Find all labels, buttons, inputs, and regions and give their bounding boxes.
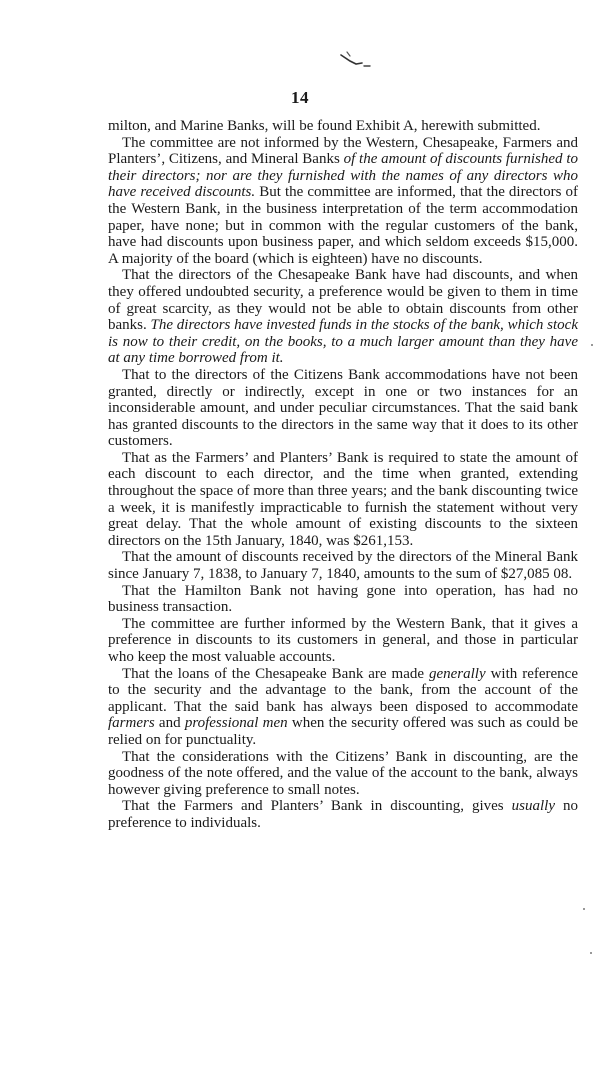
check-mark-icon bbox=[338, 48, 372, 68]
italic-text: usually bbox=[511, 798, 555, 815]
italic-text: generally bbox=[428, 665, 486, 682]
paragraph bbox=[108, 583, 578, 616]
paragraph bbox=[108, 267, 578, 367]
italic-text: farmers bbox=[108, 715, 155, 732]
paragraph bbox=[108, 749, 578, 799]
paragraph bbox=[108, 798, 578, 831]
text-run: That the amount of discounts received by the directors of the Mineral Bank since January 7, 1838, to January 7, 1840, amounts to the sum of $27,085 08. bbox=[108, 549, 578, 583]
italic-text: The directors have invested funds in the stocks of the bank, which stock is now to their credit, on the books, to a much larger amount than they have at any time borrowed from it. bbox=[108, 317, 578, 367]
text-run: with reference to the security and the advantage to the bank, from the account of the applicant. That the said bank has always been disposed to accommodate bbox=[108, 665, 578, 715]
text-run: That the Farmers and Planters’ Bank in discounting, gives bbox=[122, 798, 512, 815]
italic-text: professional men bbox=[184, 715, 288, 732]
text-run: That the considerations with the Citizens’ Bank in discounting, are the goodness of the note offered, and the value of the account to the bank, always however giving preference to small notes. bbox=[108, 748, 578, 798]
paragraph-continued bbox=[108, 118, 578, 135]
paragraph bbox=[108, 135, 578, 268]
text-run: But the committee are informed, that the directors of the Western Bank, in the business interpretation of the term accommodation paper, have none; but in common with the regular customers of the bank, have had discounts upon business paper, and which seldom exceeds $15,000. A majority of the board (which is eighteen) have no discounts. bbox=[108, 184, 578, 267]
page-number: 14 bbox=[291, 88, 309, 107]
text-run: That as the Farmers’ and Planters’ Bank is required to state the amount of each discount to each director, and the time when granted, extending throughout the space of more than three years; and the bank discounting twice a week, it is manifestly impracticable to furnish the statement without very great delay. That the whole amount of existing discounts to the sixteen directors on the 15th January, 1840, was $261,153. bbox=[108, 449, 578, 549]
paragraph bbox=[108, 367, 578, 450]
text-run: That the directors of the Chesapeake Bank have had discounts, and when they offered undoubted security, a preference would be given to them in time of great scarcity, as they would not be able to obtain discounts from other banks. bbox=[108, 267, 578, 334]
text-run: The committee are not informed by the Western, Chesapeake, Farmers and Planters’, Citizens, and Mineral Banks bbox=[108, 134, 578, 168]
text-run: and bbox=[154, 715, 185, 732]
italic-text: of the amount of discounts furnished to their directors; nor are they furnished with the names of any directors who have received discounts. bbox=[108, 151, 578, 201]
paragraph bbox=[108, 616, 578, 666]
text-run: no preference to individuals. bbox=[108, 798, 579, 831]
text-run: The committee are further informed by the Western Bank, that it gives a preference in discounts to its customers in general, and those in particular who keep the most valuable accounts. bbox=[108, 615, 578, 665]
paper-speck bbox=[583, 908, 585, 910]
paragraph bbox=[108, 666, 578, 749]
paper-speck bbox=[590, 952, 592, 954]
text-run: milton, and Marine Banks, will be found Exhibit A, herewith submitted. bbox=[108, 118, 541, 134]
text-run: That to the directors of the Citizens Bank accommodations have not been granted, directly or indirectly, except in one or two instances for an inconsiderable amount, and under peculiar circumstances. That the said bank has granted discounts to the directors in the same way that it does to its other customers. bbox=[108, 366, 578, 450]
body-text bbox=[108, 118, 578, 832]
text-run: when the security offered was such as could be relied on for punctuality. bbox=[108, 715, 578, 748]
paper-speck bbox=[591, 344, 593, 346]
text-run: That the Hamilton Bank not having gone into operation, has had no business transaction. bbox=[108, 582, 578, 616]
paragraph bbox=[108, 450, 578, 550]
paragraph bbox=[108, 549, 578, 582]
text-run: That the loans of the Chesapeake Bank are made bbox=[122, 665, 429, 682]
